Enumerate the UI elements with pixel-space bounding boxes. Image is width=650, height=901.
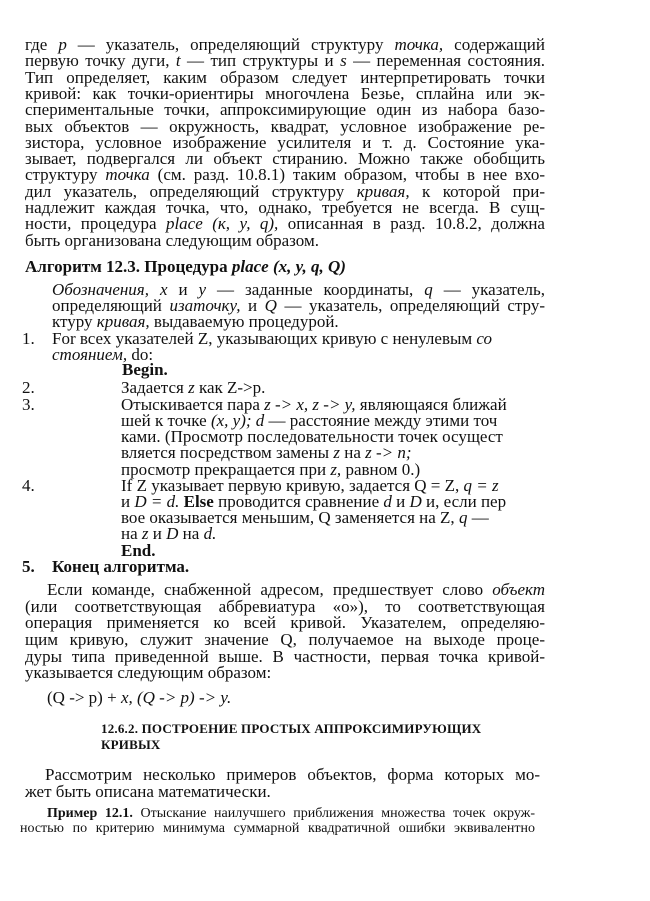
step-number: 4. xyxy=(22,476,35,495)
text-segment: на xyxy=(121,524,142,543)
text-segment: спериментальные точки, аппроксимирующие один из набора базо- xyxy=(25,101,545,120)
italic-text: z -> x, z -> y, xyxy=(264,395,356,414)
text-segment: ктуру xyxy=(52,312,97,331)
text-segment: структуру xyxy=(25,166,106,185)
italic-text: D xyxy=(409,492,422,511)
italic-text: d xyxy=(383,492,392,511)
text-segment: Задается xyxy=(121,378,189,397)
text-segment: как Z->p. xyxy=(194,378,266,397)
text-segment: содержащий xyxy=(443,36,545,54)
italic-text: объект xyxy=(492,581,545,599)
italic-text: z xyxy=(333,443,340,462)
italic-text: со xyxy=(476,329,493,348)
paragraph-line xyxy=(25,614,545,632)
text-segment: где xyxy=(25,36,59,54)
bold-text: Else xyxy=(183,492,214,511)
paragraph-line xyxy=(25,85,545,103)
text-segment: Отыскивается пара xyxy=(121,395,265,414)
text-segment: ками. (Просмотр последовательности точек осущест xyxy=(121,427,503,446)
text-segment: кривой: как точки-ориентиры многочлена Безье, сплайна или эк- xyxy=(25,84,545,103)
step-number: 5. xyxy=(22,557,35,576)
text-segment: равном 0.) xyxy=(341,460,421,479)
italic-text: x, (Q -> p) -> y. xyxy=(120,688,232,707)
italic-text: D = d. xyxy=(134,492,180,511)
text-segment: указывается следующим образом: xyxy=(25,663,272,682)
text-segment: Алгоритм 12.3. Процедура xyxy=(25,257,232,276)
italic-text: стоянием, xyxy=(52,345,128,364)
italic-text: точка, xyxy=(394,36,444,54)
text-segment: do: xyxy=(127,345,154,364)
italic-text: (x, y); d xyxy=(210,411,265,430)
text-segment: КРИВЫХ xyxy=(101,737,161,752)
text-segment: End. xyxy=(121,541,156,560)
text-segment: дил указатель, определяющий структуру xyxy=(25,182,357,201)
text-segment: (или соответствующая аббревиатура «о»), то соответствующая xyxy=(25,598,545,616)
text-segment: щим кривую, служит значение Q, получаемое на выходе проце- xyxy=(25,631,545,649)
text-segment: 12.6.2. ПОСТРОЕНИЕ ПРОСТЫХ АППРОКСИМИРУЮЩИХ xyxy=(101,721,482,736)
text-segment: — указатель, xyxy=(432,281,545,299)
paragraph-line xyxy=(25,36,545,54)
text-segment: и, если пер xyxy=(421,492,507,511)
paragraph-line xyxy=(25,199,545,217)
text-segment: Рассмотрим несколько примеров объектов, форма которых мо- xyxy=(45,766,540,784)
text-segment: надлежит каждая точка, что, однако, требуется не всегда. В сущ- xyxy=(25,199,545,217)
italic-text: d. xyxy=(203,524,217,543)
paragraph-line xyxy=(25,232,545,250)
step-number: 1. xyxy=(22,329,35,348)
italic-text: q = z xyxy=(463,476,499,495)
text-segment: Конец алгоритма. xyxy=(52,557,190,576)
text-segment: просмотр прекращается при xyxy=(121,460,331,479)
italic-text: Обозначения, xyxy=(52,281,149,299)
paragraph-line xyxy=(25,52,545,70)
text-segment: Отыскание наилучшего приближения множества точек окруж- xyxy=(132,806,535,821)
algorithm-end xyxy=(52,558,189,576)
text-segment: If Z указывает первую кривую, задается Q = Z, xyxy=(121,476,464,495)
italic-text: z xyxy=(188,378,195,397)
text-segment: дуры типа приведенной выше. В частности, первая точка кривой- xyxy=(25,648,545,666)
italic-text: z xyxy=(141,524,149,543)
paragraph-line xyxy=(25,69,545,87)
text-segment: шей к точке xyxy=(121,411,211,430)
italic-text: Q xyxy=(264,297,277,315)
text-segment: и xyxy=(240,297,265,315)
text-segment: ности, процедура xyxy=(25,215,166,234)
text-segment: Begin. xyxy=(122,360,168,379)
text-segment: — расстояние между этими точ xyxy=(264,411,498,430)
italic-text: кривая, xyxy=(356,182,410,201)
text-segment: Тип определяет, каким образом следует интерпретировать точки xyxy=(25,68,545,87)
text-segment: зистора, условное изображение усилителя и т. д. Состояние ука- xyxy=(25,133,545,152)
step-number: 3. xyxy=(22,395,35,414)
section-heading xyxy=(101,736,161,754)
text-segment: зывает, подвергался ли объект стиранию. Можно также обобщить xyxy=(25,150,545,169)
paragraph-line xyxy=(25,183,545,201)
text-segment: вых объектов — окружность, квадрат, условное изображение ре- xyxy=(25,117,545,136)
bold-text: Пример 12.1. xyxy=(47,806,133,821)
italic-text: z -> n; xyxy=(365,443,412,462)
text-segment: — указатель, определяющий стру- xyxy=(276,297,545,315)
italic-text: place (x, y, q, Q) xyxy=(231,257,346,276)
text-segment: жет быть описана математически. xyxy=(25,782,271,801)
text-segment: — заданные координаты, xyxy=(206,281,425,299)
example-line xyxy=(20,820,535,838)
italic-text: x xyxy=(159,281,168,299)
text-segment: и xyxy=(121,492,135,511)
text-segment: ностью по критерию минимума суммарной квадратичной ошибки эквивалентно xyxy=(20,821,535,836)
text-segment: и xyxy=(391,492,410,511)
italic-text: place (к, у, q), xyxy=(165,215,279,234)
italic-text: D xyxy=(166,524,179,543)
paragraph-line xyxy=(25,664,545,682)
paragraph-line xyxy=(47,581,545,599)
italic-text: s xyxy=(340,52,347,71)
paragraph-line xyxy=(25,166,545,184)
text-segment: вое оказывается меньшим, Q заменяется на Z, xyxy=(121,508,459,527)
text-segment: и xyxy=(148,524,167,543)
text-segment: первую точку дуги, xyxy=(25,52,176,71)
text-segment: операция применяется ко всей кривой. Указателем, определяю- xyxy=(25,614,545,632)
text-segment: (Q -> p) + xyxy=(47,688,121,707)
italic-text: изаточку, xyxy=(169,297,241,315)
text-segment: к которой при- xyxy=(409,182,545,201)
italic-text: z, xyxy=(330,460,342,479)
text-segment: (см. разд. 10.8.1) таким образом, чтобы в нее вхо- xyxy=(149,166,545,185)
text-segment: вляется посредством замены xyxy=(121,443,334,462)
text-segment: — xyxy=(467,508,489,527)
text-segment: выдаваемую процедурой. xyxy=(149,312,339,331)
italic-text: точка xyxy=(105,166,150,185)
text-segment: быть организована следующим образом. xyxy=(25,230,319,250)
text-segment: проводится сравнение xyxy=(213,492,384,511)
algorithm-title xyxy=(25,258,346,276)
paragraph-line xyxy=(25,783,271,801)
italic-text: q xyxy=(458,508,468,527)
italic-text: t xyxy=(175,52,181,71)
paragraph-line xyxy=(25,134,545,152)
text-segment: Если команде, снабженной адресом, предшествует слово xyxy=(47,581,493,599)
paragraph-line xyxy=(25,150,545,168)
italic-text: p xyxy=(58,36,67,54)
italic-text: y xyxy=(198,281,207,299)
text-segment: — указатель, определяющий структуру xyxy=(66,36,395,54)
paragraph-line xyxy=(25,118,545,136)
text-segment: For всех указателей Z, указывающих кривую с ненулевым xyxy=(52,329,477,348)
text-segment: на xyxy=(339,443,366,462)
text-segment: на xyxy=(178,524,204,543)
text-segment: — тип структуры и xyxy=(180,52,341,71)
paragraph-line xyxy=(25,631,545,649)
formula xyxy=(47,689,231,707)
text-segment: и xyxy=(167,281,199,299)
italic-text: q xyxy=(424,281,433,299)
paragraph-line xyxy=(25,101,545,119)
text-segment: являющаяся ближай xyxy=(355,395,507,414)
text-segment: описанная в разд. 10.8.2, должна xyxy=(278,215,545,234)
text-segment: определяющий xyxy=(52,297,170,315)
italic-text: кривая, xyxy=(96,312,150,331)
begin-keyword xyxy=(122,361,168,379)
text-segment: — переменная состояния. xyxy=(346,52,545,71)
step-number: 2. xyxy=(22,378,35,397)
